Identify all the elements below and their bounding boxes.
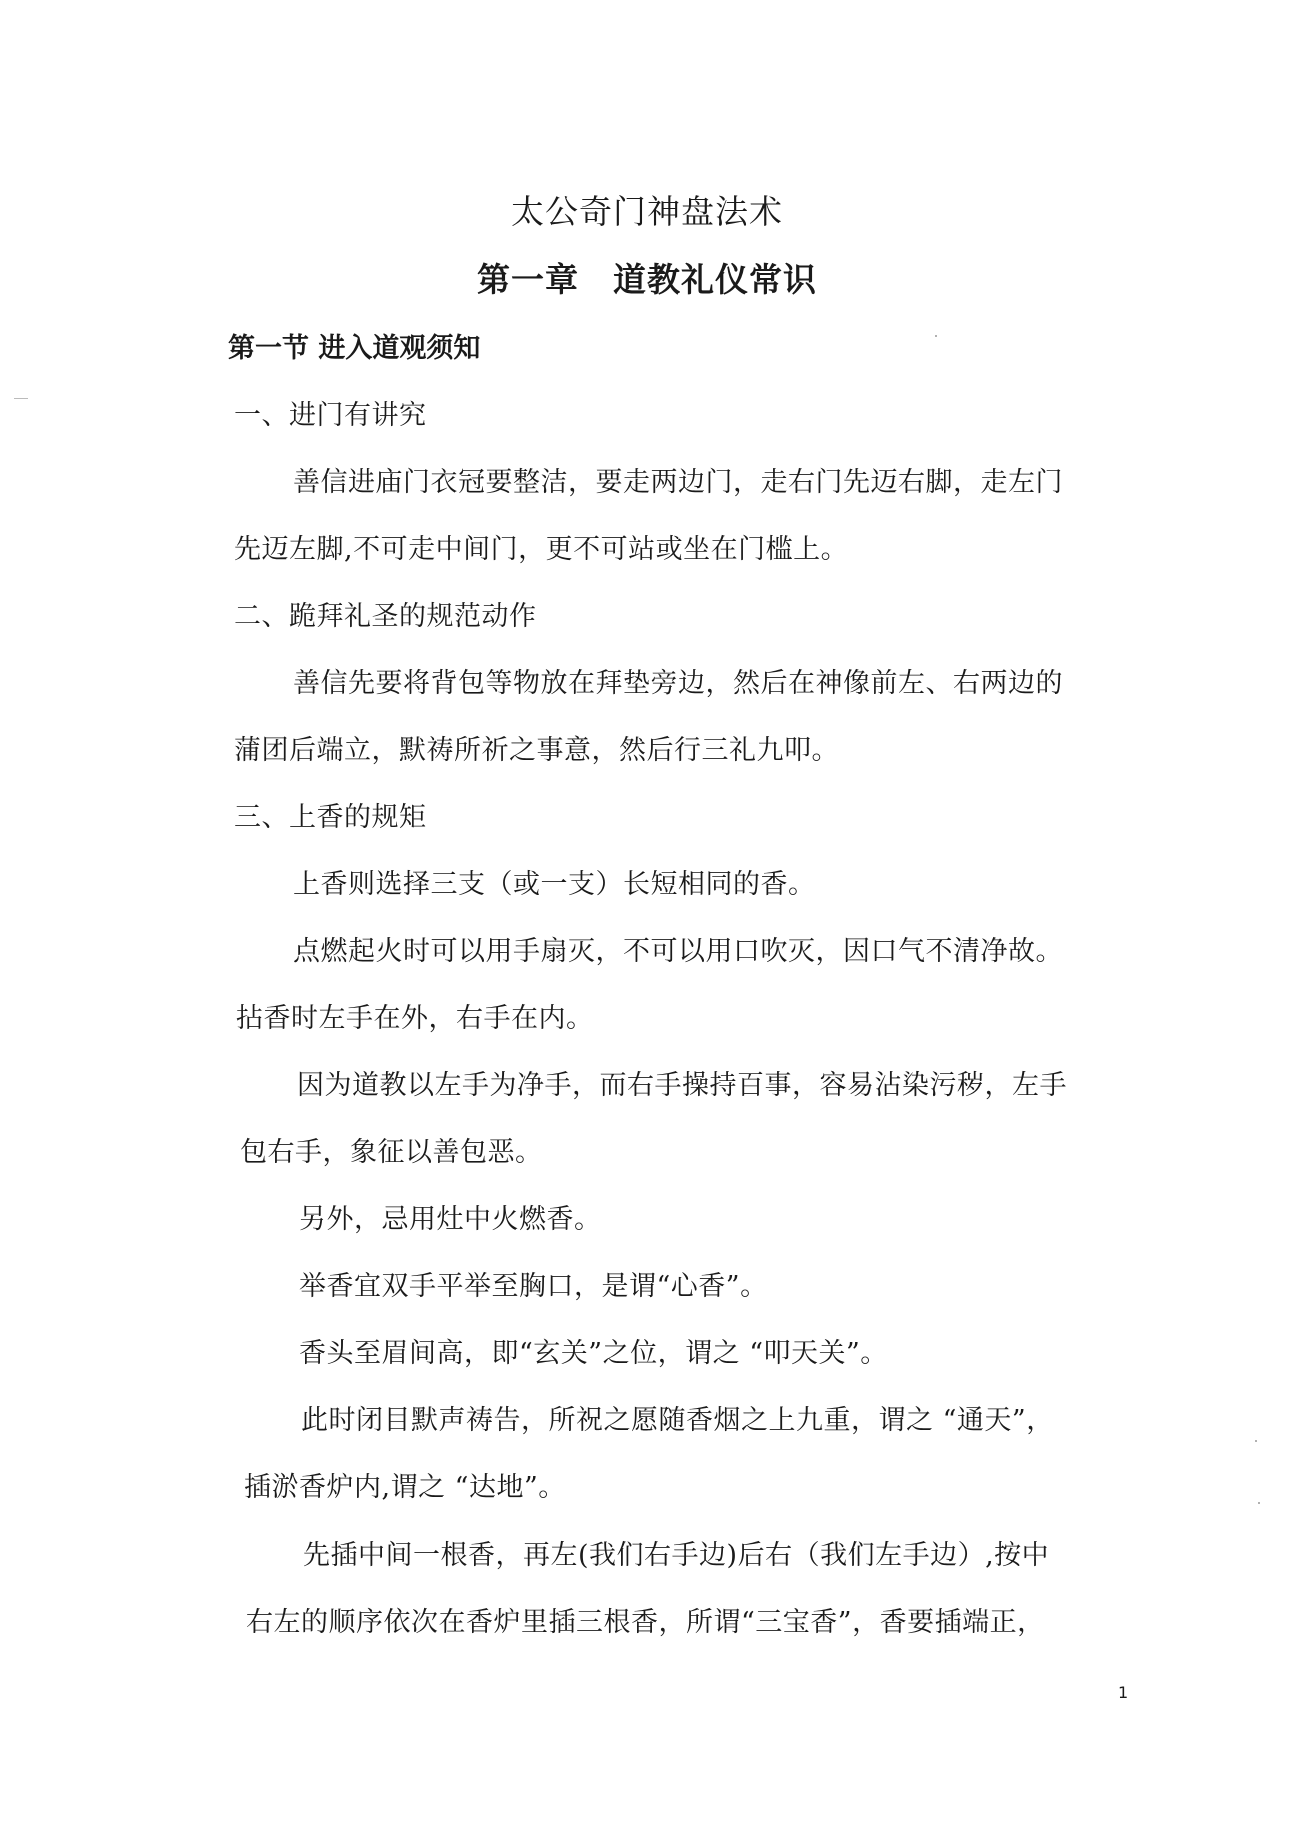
paragraph-line: 蒲团后端立，默祷所祈之事意，然后行三礼九叩。 xyxy=(234,735,839,766)
scan-speck xyxy=(1255,1440,1257,1442)
paragraph-line: 善信进庙门衣冠要整洁，要走两边门，走右门先迈右脚，走左门 xyxy=(293,467,1063,498)
scan-speck xyxy=(14,398,28,399)
paragraph-line: 上香则选择三支（或一支）长短相同的香。 xyxy=(293,869,816,900)
scan-speck xyxy=(1258,1502,1260,1504)
paragraph-line: 先插中间一根香，再左(我们右手边)后右（我们左手边）,按中 xyxy=(303,1540,1050,1571)
paragraph-line: 举香宜双手平举至胸口，是谓“心香”。 xyxy=(299,1271,768,1302)
item-heading: 一、进门有讲究 xyxy=(234,400,427,431)
section-heading: 第一节 进入道观须知 xyxy=(228,333,481,364)
paragraph-line: 插淤香炉内,谓之 “达地”。 xyxy=(244,1472,566,1503)
scan-speck xyxy=(935,335,937,337)
paragraph-line: 因为道教以左手为净手，而右手操持百事，容易沾染污秽，左手 xyxy=(297,1070,1067,1101)
paragraph-line: 先迈左脚,不可走中间门，更不可站或坐在门槛上。 xyxy=(234,534,849,565)
paragraph-line: 香头至眉间高，即“玄关”之位，谓之 “叩天关”。 xyxy=(299,1338,888,1369)
paragraph-line: 点燃起火时可以用手扇灭，不可以用口吹灭，因口气不清净故。 xyxy=(293,936,1063,967)
chapter-heading: 第一章 道教礼仪常识 xyxy=(477,260,817,299)
item-heading: 二、跪拜礼圣的规范动作 xyxy=(234,601,537,632)
paragraph-line: 拈香时左手在外，右手在内。 xyxy=(236,1003,594,1034)
paragraph-line: 另外，忌用灶中火燃香。 xyxy=(299,1204,602,1235)
paragraph-line: 包右手，象征以善包恶。 xyxy=(240,1137,543,1168)
document-title: 太公奇门神盘法术 xyxy=(511,192,783,231)
paragraph-line: 善信先要将背包等物放在拜垫旁边，然后在神像前左、右两边的 xyxy=(293,668,1063,699)
page-number: 1 xyxy=(1118,1683,1129,1702)
paragraph-line: 此时闭目默声祷告，所祝之愿随香烟之上九重，谓之 “通天”， xyxy=(301,1405,1054,1436)
item-heading: 三、上香的规矩 xyxy=(234,802,427,833)
paragraph-line: 右左的顺序依次在香炉里插三根香，所谓“三宝香”，香要插端正， xyxy=(246,1607,1045,1638)
